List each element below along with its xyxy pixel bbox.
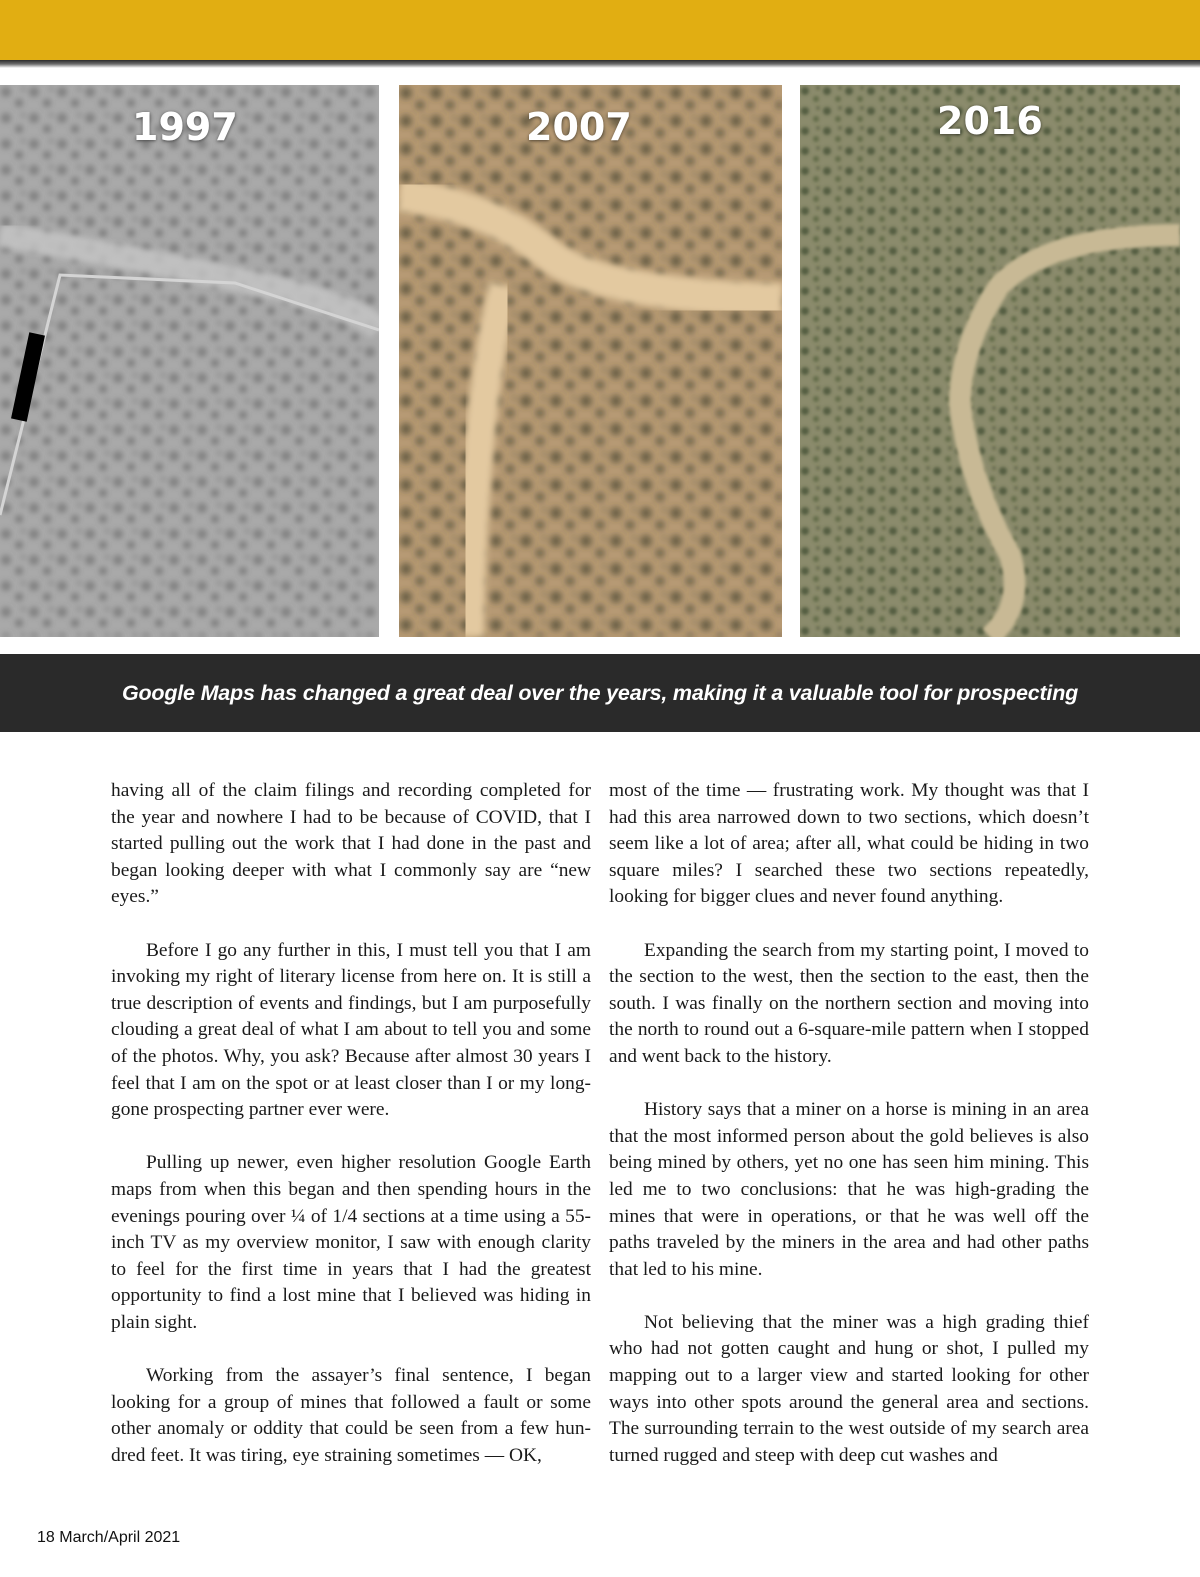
paragraph: Expanding the search from my starting point, I moved to the section to the west, then the section to the east, then the south. I was finally on the northern section and moving into the north to round out a 6-square-mile pattern when I stopped and went back to the history. (609, 939, 1089, 1067)
paragraph: most of the time — frustrating work. My thought was that I had this area narrowed down to two sections, which doesn’t seem like a lot of area; after all, what could be hiding in two square miles? I searched these two sections repeatedly, looking for bigger clues and never found anything. (609, 780, 1089, 908)
year-label-2016: 2016 (937, 99, 1043, 143)
page-footer: 18 March/April 2021 (37, 1529, 181, 1546)
caption-bar (0, 654, 1200, 732)
header-band (0, 0, 1200, 60)
article-column-right (609, 778, 1089, 1496)
year-label-1997: 1997 (132, 105, 238, 149)
aerial-photo-2016 (800, 85, 1180, 637)
aerial-photo-2007 (399, 85, 782, 637)
article-column-left (111, 778, 591, 1496)
photo-caption: Google Maps has changed a great deal over the years, making it a valuable tool for prospecting (121, 680, 1079, 705)
paragraph: Working from the assayer’s final sentence, I began looking for a group of mines that followed a fault or some other anomaly or oddity that could be seen from a few hundred feet. It was tiring, eye straining sometimes — OK, (111, 1365, 591, 1466)
aerial-photo-1997 (0, 85, 379, 637)
paragraph: Before I go any further in this, I must tell you that I am invoking my right of literary license from here on. It is still a true description of events and findings, but I am purposefully clouding a great deal of what I am about to tell you and some of the photos. Why, you ask? Because after almost 30 years I feel that I am on the spot or at least closer than I or my long-gone prospecting partner ever were. (111, 939, 591, 1121)
paragraph: Not believing that the miner was a high grading thief who had not gotten caught and hung or shot, I pulled my mapping out to a larger view and started looking for other ways into other spots around the general area and sections. The surrounding terrain to the west outside of my search area turned rugged and steep with deep cut washes and (609, 1311, 1089, 1466)
paragraph: History says that a miner on a horse is mining in an area that the most informed person about the gold believes is also being mined by others, yet no one has seen him mining. This led me to two conclusions: that he was high-grading the mines that were in operations, or that he was well off the paths traveled by the miners in the area and had other paths that led to his mine. (609, 1099, 1089, 1280)
paragraph: having all of the claim filings and recording completed for the year and nowhere I had to be because of COVID, that I started pulling out the work that I had done in the past and began looking deeper with what I commonly say are “new eyes.” (111, 780, 591, 908)
year-label-2007: 2007 (526, 105, 632, 149)
paragraph: Pulling up newer, even higher resolution Google Earth maps from when this began and then spending hours in the evenings pouring over ¼ of 1/4 sections at a time using a 55-inch TV as my overview monitor, I saw with enough clarity to feel for the first time in years that I had the greatest opportunity to find a lost mine that I believed was hiding in plain sight. (111, 1152, 591, 1333)
header-shadow (0, 60, 1200, 68)
